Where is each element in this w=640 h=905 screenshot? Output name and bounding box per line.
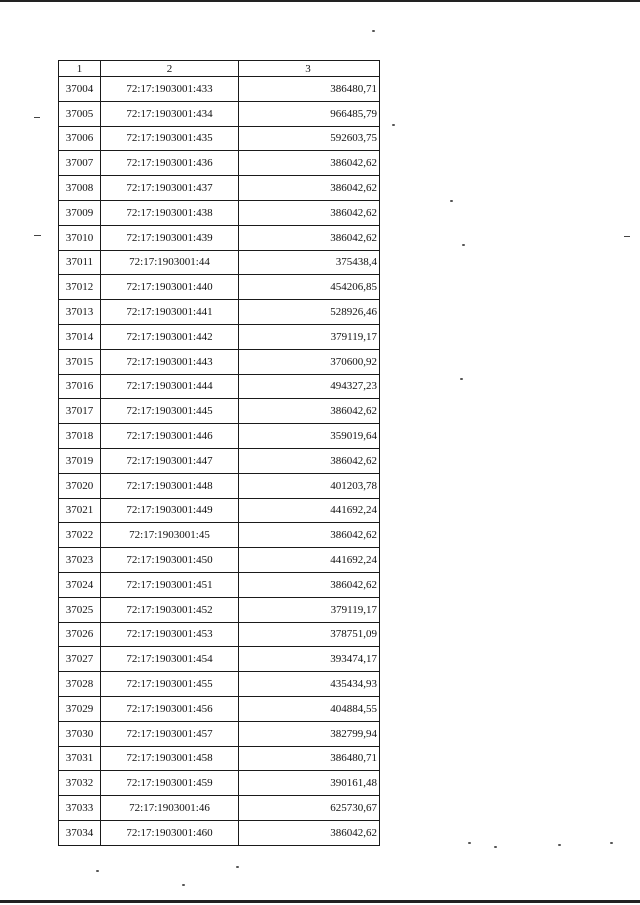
cadastral-number-cell: 72:17:1903001:438: [101, 200, 239, 225]
cadastral-number-cell: 72:17:1903001:447: [101, 448, 239, 473]
cadastral-value-cell: 454206,85: [239, 275, 380, 300]
header-col-1: 1: [59, 61, 101, 77]
row-number-cell: 37027: [59, 647, 101, 672]
cadastral-value-cell: 379119,17: [239, 597, 380, 622]
cadastral-number-cell: 72:17:1903001:449: [101, 498, 239, 523]
scan-mark: [34, 235, 41, 236]
row-number-cell: 37006: [59, 126, 101, 151]
table-row: [59, 796, 380, 821]
table-row: [59, 200, 380, 225]
row-number-cell: 37009: [59, 200, 101, 225]
cadastral-value-cell: 386042,62: [239, 820, 380, 845]
cadastral-number-cell: 72:17:1903001:452: [101, 597, 239, 622]
table-header-row: [59, 61, 380, 77]
cadastral-number-cell: 72:17:1903001:434: [101, 101, 239, 126]
row-number-cell: 37028: [59, 672, 101, 697]
cadastral-value-cell: 404884,55: [239, 696, 380, 721]
cadastral-value-cell: 528926,46: [239, 300, 380, 325]
cadastral-value-table: [58, 60, 380, 846]
header-col-3: 3: [239, 61, 380, 77]
cadastral-value-cell: 386480,71: [239, 77, 380, 102]
row-number-cell: 37008: [59, 176, 101, 201]
scan-speck: [494, 846, 497, 848]
cadastral-value-cell: 401203,78: [239, 473, 380, 498]
cadastral-number-cell: 72:17:1903001:435: [101, 126, 239, 151]
table-row: [59, 349, 380, 374]
cadastral-value-cell: 375438,4: [239, 250, 380, 275]
scan-speck: [558, 844, 561, 846]
cadastral-number-cell: 72:17:1903001:433: [101, 77, 239, 102]
cadastral-number-cell: 72:17:1903001:458: [101, 746, 239, 771]
scan-speck: [462, 244, 465, 246]
cadastral-value-cell: 382799,94: [239, 721, 380, 746]
table-body: [59, 77, 380, 846]
header-col-2: 2: [101, 61, 239, 77]
table-row: [59, 771, 380, 796]
row-number-cell: 37016: [59, 374, 101, 399]
cadastral-number-cell: 72:17:1903001:439: [101, 225, 239, 250]
row-number-cell: 37030: [59, 721, 101, 746]
cadastral-number-cell: 72:17:1903001:437: [101, 176, 239, 201]
cadastral-number-cell: 72:17:1903001:436: [101, 151, 239, 176]
row-number-cell: 37029: [59, 696, 101, 721]
row-number-cell: 37004: [59, 77, 101, 102]
table-row: [59, 448, 380, 473]
cadastral-number-cell: 72:17:1903001:450: [101, 548, 239, 573]
row-number-cell: 37033: [59, 796, 101, 821]
row-number-cell: 37025: [59, 597, 101, 622]
cadastral-value-cell: 625730,67: [239, 796, 380, 821]
cadastral-value-cell: 435434,93: [239, 672, 380, 697]
table-row: [59, 647, 380, 672]
table-row: [59, 746, 380, 771]
cadastral-number-cell: 72:17:1903001:442: [101, 324, 239, 349]
table-row: [59, 672, 380, 697]
cadastral-number-cell: 72:17:1903001:448: [101, 473, 239, 498]
cadastral-value-cell: 966485,79: [239, 101, 380, 126]
cadastral-number-cell: 72:17:1903001:456: [101, 696, 239, 721]
table-row: [59, 126, 380, 151]
cadastral-value-cell: 386480,71: [239, 746, 380, 771]
cadastral-number-cell: 72:17:1903001:446: [101, 424, 239, 449]
row-number-cell: 37007: [59, 151, 101, 176]
row-number-cell: 37022: [59, 523, 101, 548]
row-number-cell: 37034: [59, 820, 101, 845]
cadastral-number-cell: 72:17:1903001:444: [101, 374, 239, 399]
row-number-cell: 37021: [59, 498, 101, 523]
cadastral-value-cell: 379119,17: [239, 324, 380, 349]
cadastral-number-cell: 72:17:1903001:454: [101, 647, 239, 672]
row-number-cell: 37011: [59, 250, 101, 275]
table-row: [59, 597, 380, 622]
scan-speck: [182, 884, 185, 886]
table-row: [59, 498, 380, 523]
table-row: [59, 721, 380, 746]
scan-speck: [236, 866, 239, 868]
cadastral-number-cell: 72:17:1903001:460: [101, 820, 239, 845]
table-row: [59, 424, 380, 449]
cadastral-value-cell: 390161,48: [239, 771, 380, 796]
scan-speck: [96, 870, 99, 872]
cadastral-value-cell: 592603,75: [239, 126, 380, 151]
cadastral-value-cell: 386042,62: [239, 200, 380, 225]
scan-speck: [372, 30, 375, 32]
row-number-cell: 37024: [59, 572, 101, 597]
table-row: [59, 622, 380, 647]
cadastral-value-cell: 386042,62: [239, 523, 380, 548]
table-row: [59, 820, 380, 845]
cadastral-value-cell: 441692,24: [239, 498, 380, 523]
scan-speck: [450, 200, 453, 202]
table-row: [59, 572, 380, 597]
cadastral-number-cell: 72:17:1903001:46: [101, 796, 239, 821]
row-number-cell: 37013: [59, 300, 101, 325]
row-number-cell: 37019: [59, 448, 101, 473]
table-row: [59, 250, 380, 275]
scan-speck: [610, 842, 613, 844]
cadastral-value-cell: 386042,62: [239, 151, 380, 176]
row-number-cell: 37032: [59, 771, 101, 796]
row-number-cell: 37005: [59, 101, 101, 126]
row-number-cell: 37012: [59, 275, 101, 300]
cadastral-value-cell: 386042,62: [239, 448, 380, 473]
cadastral-value-cell: 393474,17: [239, 647, 380, 672]
cadastral-value-cell: 386042,62: [239, 399, 380, 424]
cadastral-number-cell: 72:17:1903001:44: [101, 250, 239, 275]
row-number-cell: 37010: [59, 225, 101, 250]
cadastral-number-cell: 72:17:1903001:45: [101, 523, 239, 548]
cadastral-number-cell: 72:17:1903001:455: [101, 672, 239, 697]
cadastral-value-cell: 494327,23: [239, 374, 380, 399]
scan-top-edge: [0, 0, 640, 2]
table-row: [59, 77, 380, 102]
row-number-cell: 37014: [59, 324, 101, 349]
table-row: [59, 101, 380, 126]
cadastral-value-cell: 386042,62: [239, 225, 380, 250]
scan-speck: [460, 378, 463, 380]
cadastral-number-cell: 72:17:1903001:457: [101, 721, 239, 746]
table-row: [59, 473, 380, 498]
scan-speck: [392, 124, 395, 126]
table-row: [59, 696, 380, 721]
row-number-cell: 37015: [59, 349, 101, 374]
table-row: [59, 548, 380, 573]
cadastral-value-cell: 378751,09: [239, 622, 380, 647]
cadastral-value-cell: 359019,64: [239, 424, 380, 449]
table-row: [59, 399, 380, 424]
scan-bottom-edge: [0, 900, 640, 903]
row-number-cell: 37031: [59, 746, 101, 771]
cadastral-number-cell: 72:17:1903001:459: [101, 771, 239, 796]
cadastral-value-cell: 386042,62: [239, 176, 380, 201]
table-row: [59, 523, 380, 548]
row-number-cell: 37023: [59, 548, 101, 573]
scan-mark: [624, 236, 630, 237]
scan-mark: [34, 117, 40, 118]
row-number-cell: 37018: [59, 424, 101, 449]
table-row: [59, 176, 380, 201]
row-number-cell: 37017: [59, 399, 101, 424]
cadastral-number-cell: 72:17:1903001:445: [101, 399, 239, 424]
table-row: [59, 151, 380, 176]
table-row: [59, 275, 380, 300]
table-row: [59, 324, 380, 349]
cadastral-number-cell: 72:17:1903001:443: [101, 349, 239, 374]
table-row: [59, 225, 380, 250]
cadastral-number-cell: 72:17:1903001:440: [101, 275, 239, 300]
table-row: [59, 374, 380, 399]
cadastral-value-cell: 370600,92: [239, 349, 380, 374]
cadastral-number-cell: 72:17:1903001:441: [101, 300, 239, 325]
table-row: [59, 300, 380, 325]
row-number-cell: 37020: [59, 473, 101, 498]
row-number-cell: 37026: [59, 622, 101, 647]
cadastral-value-cell: 386042,62: [239, 572, 380, 597]
cadastral-number-cell: 72:17:1903001:453: [101, 622, 239, 647]
cadastral-value-cell: 441692,24: [239, 548, 380, 573]
cadastral-number-cell: 72:17:1903001:451: [101, 572, 239, 597]
scan-speck: [468, 842, 471, 844]
